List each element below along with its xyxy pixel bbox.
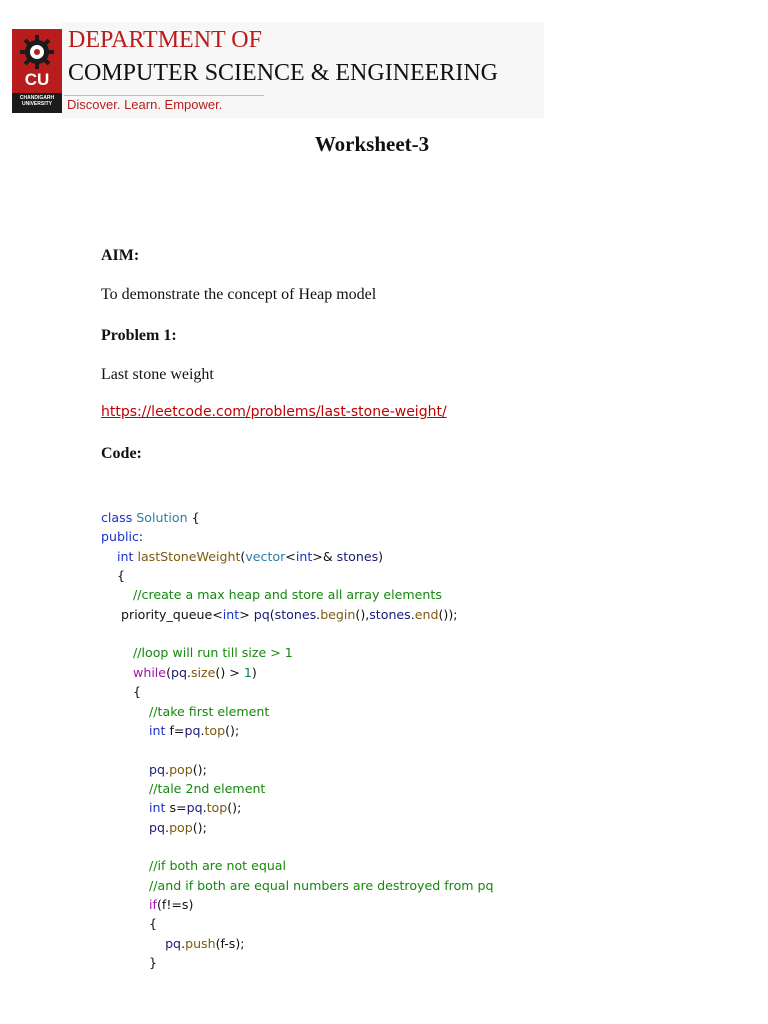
logo-university-text: CHANDIGARH UNIVERSITY (19, 95, 55, 107)
code-line: if(f!=s) (149, 897, 194, 912)
slogan-divider (64, 95, 264, 96)
code-line: public: (101, 529, 144, 545)
code-line: int s=pq.top(); (149, 800, 242, 816)
aim-text: To demonstrate the concept of Heap model (101, 286, 377, 303)
problem-name: Last stone weight (101, 366, 214, 383)
code-line: //loop will run till size > 1 (133, 645, 293, 661)
problem-link[interactable]: https://leetcode.com/problems/last-stone-weight/ (101, 404, 447, 420)
code-heading: Code: (101, 445, 142, 462)
code-line: priority_queue<int> pq(stones.begin(),stones.end()); (101, 606, 458, 622)
code-line: { (101, 916, 158, 932)
code-line: //tale 2nd element (149, 780, 266, 796)
university-logo (12, 29, 62, 113)
code-line: pq.pop(); (149, 761, 207, 777)
department-title-line1: DEPARTMENT OF (68, 27, 262, 53)
code-line: { (101, 568, 126, 584)
code-line: int f=pq.top(); (149, 722, 240, 738)
code-line: //if both are not equal (149, 858, 287, 874)
code-line: while(pq.size() > 1) (133, 664, 257, 680)
code-line: } (101, 955, 158, 971)
code-line: int lastStoneWeight(vector<int>& stones) (117, 548, 384, 564)
gear-emblem-icon (19, 34, 55, 70)
code-line: pq.push(f-s); (165, 935, 245, 951)
problem-heading: Problem 1: (101, 327, 177, 344)
code-line: //take first element (149, 703, 270, 719)
logo-cu-text: CU (24, 70, 50, 89)
department-title-line2: COMPUTER SCIENCE & ENGINEERING (68, 60, 498, 86)
code-line: pq.pop(); (149, 819, 207, 835)
slogan-text: Discover. Learn. Empower. (67, 97, 223, 112)
code-line: //create a max heap and store all array elements (133, 587, 442, 603)
code-line: class Solution { (101, 510, 200, 525)
worksheet-title: Worksheet-3 (314, 132, 430, 156)
aim-heading: AIM: (101, 247, 140, 264)
code-line: //and if both are equal numbers are destroyed from pq (149, 877, 494, 893)
code-line: { (101, 684, 142, 700)
page-header (0, 0, 768, 125)
